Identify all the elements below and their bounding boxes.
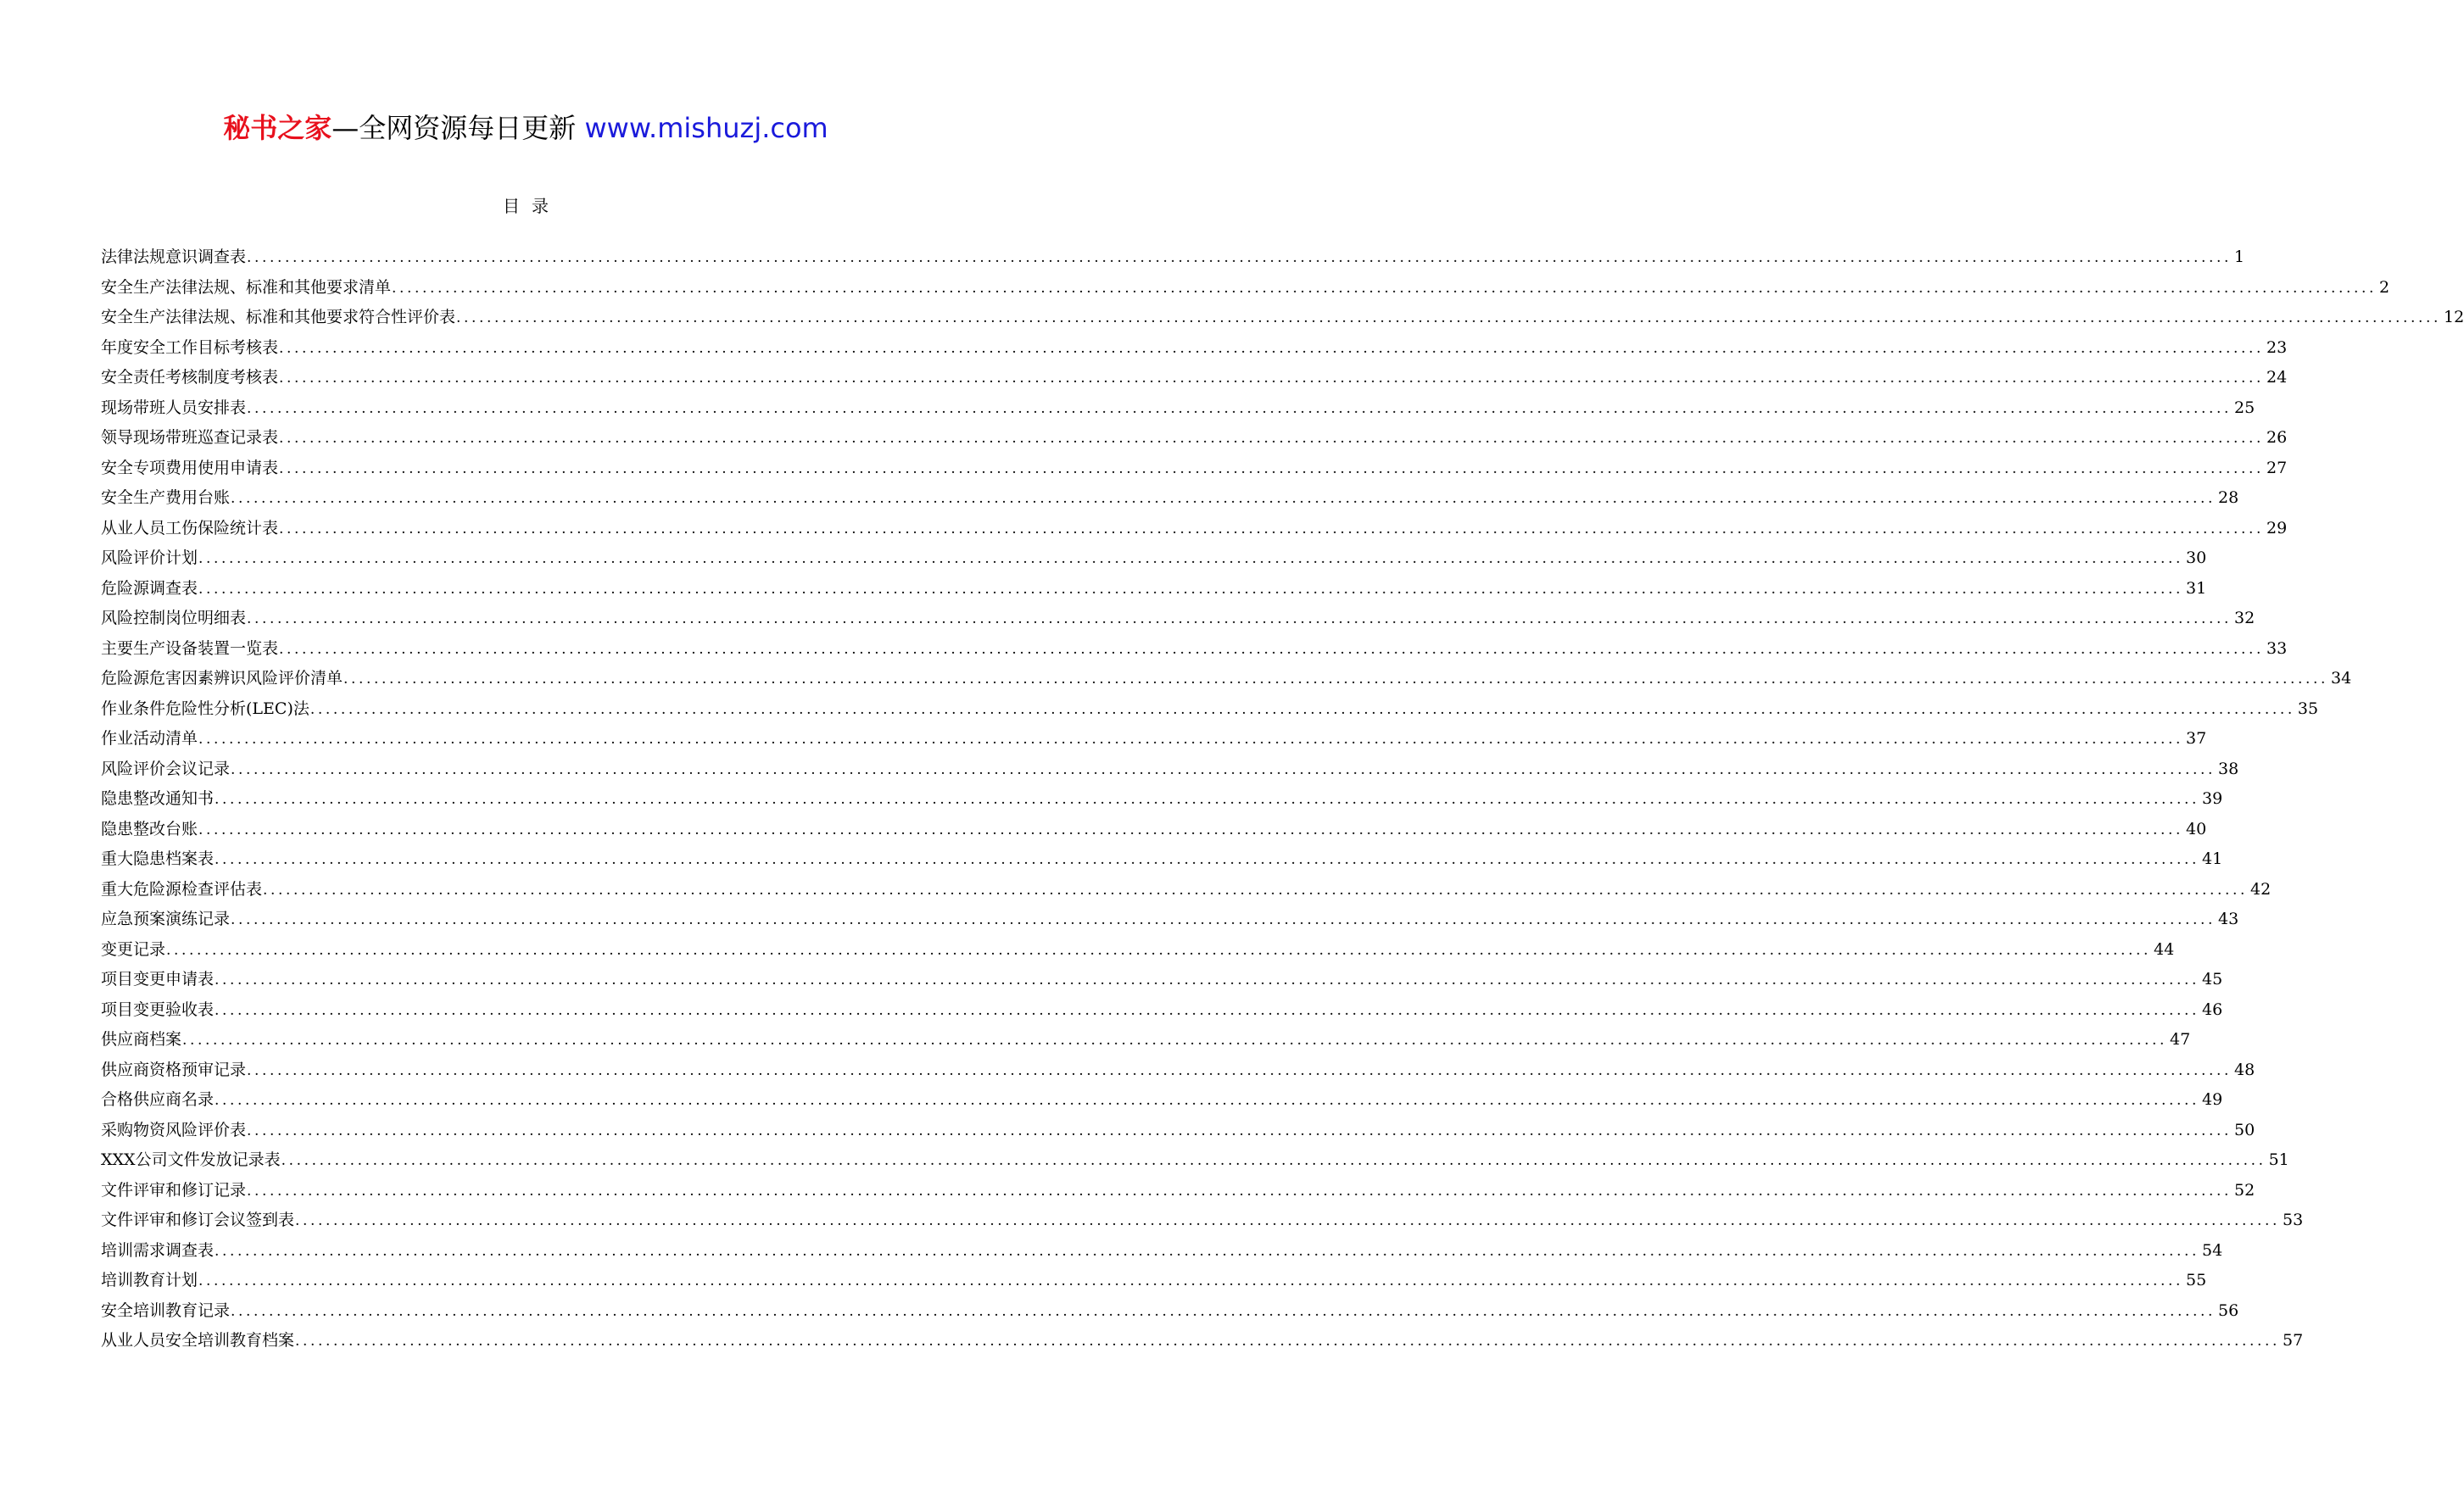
toc-entry[interactable] [101, 1266, 2207, 1296]
toc-entry-page-number: 26 [2266, 428, 2288, 447]
toc-entry[interactable] [101, 694, 2319, 725]
toc-entry-page-number: 55 [2186, 1271, 2207, 1289]
toc-entry-page-number: 44 [2154, 939, 2175, 959]
toc-entry-page-number: 25 [2234, 398, 2255, 417]
toc-entry[interactable] [101, 423, 2288, 454]
toc-leader-dots: .................................................................................................................................................................................................................................................................... [247, 249, 2233, 266]
toc-leader-dots: .................................................................................................................................................................................................................................................................... [281, 1152, 2266, 1169]
toc-entry-label: 采购物资风险评价表 [101, 1120, 247, 1139]
toc-entry[interactable] [101, 664, 2352, 694]
toc-leader-dots: .................................................................................................................................................................................................................................................................... [198, 821, 2184, 838]
toc-leader-dots: .................................................................................................................................................................................................................................................................... [279, 459, 2265, 477]
toc-entry-page-number: 34 [2331, 669, 2352, 688]
toc-entry[interactable] [101, 1116, 2255, 1146]
toc-entry[interactable] [101, 1206, 2304, 1236]
toc-entry-page-number: 43 [2218, 910, 2239, 928]
toc-entry-page-number: 53 [2283, 1211, 2304, 1229]
toc-entry-page-number: 41 [2202, 849, 2223, 868]
toc-entry-label: 供应商档案 [101, 1030, 182, 1049]
toc-entry-label: 重大危险源检查评估表 [101, 879, 263, 899]
toc-entry[interactable] [101, 1085, 2223, 1116]
toc-entry-page-number: 31 [2186, 578, 2207, 598]
toc-entry[interactable] [101, 1145, 2289, 1176]
toc-entry[interactable] [101, 935, 2175, 966]
toc-entry[interactable] [101, 543, 2207, 574]
toc-entry-label: 现场带班人员安排表 [101, 398, 247, 417]
toc-leader-dots: .................................................................................................................................................................................................................................................................... [215, 1001, 2200, 1019]
toc-entry[interactable] [101, 393, 2255, 424]
toc-entry-label: 法律法规意识调查表 [101, 248, 247, 266]
toc-entry-page-number: 54 [2202, 1240, 2223, 1260]
toc-entry-page-number: 37 [2186, 729, 2207, 748]
toc-entry[interactable] [101, 1236, 2223, 1267]
toc-entry[interactable] [101, 815, 2207, 845]
toc-entry-label: 风险控制岗位明细表 [101, 609, 247, 627]
toc-entry-label: 安全专项费用使用申请表 [101, 458, 279, 477]
toc-entry-page-number: 1 [2234, 248, 2245, 266]
toc-leader-dots: .................................................................................................................................................................................................................................................................... [279, 430, 2265, 447]
toc-entry[interactable] [101, 965, 2223, 995]
toc-entry-page-number: 32 [2234, 609, 2255, 627]
toc-entry-page-number: 49 [2202, 1090, 2223, 1109]
toc-leader-dots: .................................................................................................................................................................................................................................................................... [295, 1333, 2281, 1350]
toc-entry-page-number: 57 [2283, 1331, 2304, 1350]
toc-leader-dots: .................................................................................................................................................................................................................................................................... [231, 760, 2216, 778]
toc-entry[interactable] [101, 634, 2288, 665]
toc-entry-page-number: 56 [2218, 1300, 2239, 1320]
toc-entry-page-number: 48 [2234, 1060, 2255, 1079]
toc-entry-page-number: 29 [2266, 518, 2288, 537]
site-banner [0, 109, 1051, 148]
toc-entry-label: 安全责任考核制度考核表 [101, 368, 279, 387]
toc-leader-dots: .................................................................................................................................................................................................................................................................... [279, 370, 2265, 387]
toc-title: 目录 [503, 196, 560, 216]
table-of-contents [101, 242, 2464, 1356]
toc-entry[interactable] [101, 995, 2223, 1026]
toc-entry-label: 安全培训教育记录 [101, 1300, 231, 1320]
toc-leader-dots: .................................................................................................................................................................................................................................................................... [279, 520, 2265, 537]
toc-entry-label: XXX公司文件发放记录表 [101, 1150, 281, 1169]
toc-leader-dots: .................................................................................................................................................................................................................................................................... [247, 399, 2233, 417]
toc-leader-dots: .................................................................................................................................................................................................................................................................... [166, 941, 2152, 959]
toc-entry-page-number: 45 [2202, 970, 2223, 989]
toc-entry-label: 作业活动清单 [101, 729, 198, 748]
toc-entry-label: 年度安全工作目标考核表 [101, 337, 279, 357]
toc-entry-label: 项目变更申请表 [101, 970, 215, 989]
toc-entry-page-number: 12 [2444, 308, 2464, 326]
toc-entry-label: 隐患整改通知书 [101, 789, 215, 808]
toc-entry[interactable] [101, 242, 2245, 273]
toc-entry[interactable] [101, 363, 2288, 393]
toc-entry[interactable] [101, 905, 2239, 935]
banner-brand: 秘书之家 [223, 112, 332, 144]
banner-slogan: —全网资源每日更新 [332, 112, 577, 144]
toc-entry-page-number: 40 [2186, 819, 2207, 838]
toc-leader-dots: .................................................................................................................................................................................................................................................................... [215, 972, 2200, 989]
toc-entry[interactable] [101, 333, 2288, 364]
toc-entry-label: 变更记录 [101, 939, 166, 959]
toc-entry[interactable] [101, 483, 2239, 514]
toc-leader-dots: .................................................................................................................................................................................................................................................................... [215, 1242, 2200, 1260]
toc-entry[interactable] [101, 273, 2390, 304]
toc-leader-dots: .................................................................................................................................................................................................................................................................... [231, 1302, 2216, 1320]
toc-entry-label: 重大隐患档案表 [101, 849, 215, 868]
toc-leader-dots: .................................................................................................................................................................................................................................................................... [263, 881, 2249, 899]
toc-entry-label: 供应商资格预审记录 [101, 1060, 247, 1079]
toc-leader-dots: .................................................................................................................................................................................................................................................................... [198, 1273, 2184, 1289]
toc-entry[interactable] [101, 574, 2207, 604]
toc-leader-dots: .................................................................................................................................................................................................................................................................... [231, 911, 2216, 928]
toc-leader-dots: .................................................................................................................................................................................................................................................................... [247, 1061, 2233, 1079]
toc-leader-dots: .................................................................................................................................................................................................................................................................... [198, 550, 2184, 567]
toc-entry-label: 危险源调查表 [101, 578, 198, 598]
toc-entry[interactable] [101, 1326, 2304, 1356]
toc-entry-page-number: 23 [2266, 337, 2288, 357]
toc-leader-dots: .................................................................................................................................................................................................................................................................... [279, 640, 2265, 658]
toc-entry-page-number: 51 [2268, 1150, 2289, 1169]
toc-entry[interactable] [101, 875, 2272, 905]
toc-leader-dots: .................................................................................................................................................................................................................................................................... [392, 279, 2378, 297]
toc-entry-page-number: 28 [2218, 488, 2239, 507]
toc-entry[interactable] [101, 1176, 2255, 1206]
toc-leader-dots: .................................................................................................................................................................................................................................................................... [215, 1092, 2200, 1109]
toc-entry-label: 风险评价会议记录 [101, 759, 231, 778]
toc-leader-dots: .................................................................................................................................................................................................................................................................... [456, 309, 2442, 326]
toc-entry[interactable] [101, 844, 2223, 875]
toc-entry-page-number: 38 [2218, 759, 2239, 778]
toc-entry-label: 作业条件危险性分析(LEC)法 [101, 699, 309, 718]
toc-entry[interactable] [101, 514, 2288, 544]
toc-entry-page-number: 50 [2234, 1120, 2255, 1139]
toc-entry-label: 培训需求调查表 [101, 1240, 215, 1260]
toc-entry-page-number: 42 [2250, 879, 2272, 899]
toc-entry[interactable] [101, 1025, 2191, 1055]
toc-entry-label: 安全生产法律法规、标准和其他要求清单 [101, 277, 392, 297]
toc-leader-dots: .................................................................................................................................................................................................................................................................... [343, 671, 2329, 688]
toc-entry-page-number: 35 [2297, 699, 2319, 718]
toc-entry-label: 安全生产费用台账 [101, 488, 231, 507]
toc-leader-dots: .................................................................................................................................................................................................................................................................... [215, 851, 2200, 868]
toc-entry-page-number: 27 [2266, 458, 2288, 477]
toc-entry[interactable] [101, 604, 2255, 634]
toc-entry[interactable] [101, 724, 2207, 755]
toc-entry-label: 风险评价计划 [101, 549, 198, 567]
toc-entry-label: 隐患整改台账 [101, 819, 198, 838]
toc-entry-label: 领导现场带班巡查记录表 [101, 428, 279, 447]
banner-url-link[interactable]: www.mishuzj.com [584, 112, 828, 144]
toc-entry-label: 危险源危害因素辨识风险评价清单 [101, 669, 343, 688]
toc-leader-dots: .................................................................................................................................................................................................................................................................... [295, 1212, 2281, 1229]
toc-leader-dots: .................................................................................................................................................................................................................................................................... [198, 731, 2184, 748]
toc-entry-label: 培训教育计划 [101, 1271, 198, 1289]
toc-entry-label: 项目变更验收表 [101, 1000, 215, 1019]
toc-entry-page-number: 33 [2266, 638, 2288, 658]
toc-entry-label: 从业人员安全培训教育档案 [101, 1331, 295, 1350]
toc-entry-label: 合格供应商名录 [101, 1090, 215, 1109]
toc-entry-page-number: 52 [2234, 1180, 2255, 1200]
toc-entry-page-number: 39 [2202, 789, 2223, 808]
toc-leader-dots: .................................................................................................................................................................................................................................................................... [309, 700, 2295, 718]
toc-entry[interactable] [101, 755, 2239, 785]
toc-entry[interactable] [101, 1296, 2239, 1327]
toc-entry[interactable] [101, 303, 2464, 333]
toc-entry-label: 文件评审和修订会议签到表 [101, 1211, 295, 1229]
toc-entry-page-number: 47 [2170, 1030, 2191, 1049]
toc-leader-dots: .................................................................................................................................................................................................................................................................... [215, 791, 2200, 808]
toc-entry[interactable] [101, 784, 2223, 815]
toc-entry-label: 从业人员工伤保险统计表 [101, 518, 279, 537]
toc-leader-dots: .................................................................................................................................................................................................................................................................... [231, 490, 2216, 507]
toc-entry-label: 主要生产设备装置一览表 [101, 638, 279, 658]
toc-entry-label: 安全生产法律法规、标准和其他要求符合性评价表 [101, 308, 456, 326]
toc-leader-dots: .................................................................................................................................................................................................................................................................... [247, 1182, 2233, 1200]
toc-entry[interactable] [101, 1055, 2255, 1086]
toc-leader-dots: .................................................................................................................................................................................................................................................................... [247, 610, 2233, 627]
toc-entry-page-number: 2 [2379, 277, 2390, 297]
toc-leader-dots: .................................................................................................................................................................................................................................................................... [279, 339, 2265, 357]
toc-leader-dots: .................................................................................................................................................................................................................................................................... [198, 580, 2184, 598]
toc-entry-label: 应急预案演练记录 [101, 910, 231, 928]
toc-leader-dots: .................................................................................................................................................................................................................................................................... [247, 1122, 2233, 1139]
toc-entry-label: 文件评审和修订记录 [101, 1180, 247, 1200]
toc-leader-dots: .................................................................................................................................................................................................................................................................... [182, 1032, 2168, 1049]
toc-entry-page-number: 30 [2186, 549, 2207, 567]
toc-entry[interactable] [101, 454, 2288, 484]
toc-entry-page-number: 46 [2202, 1000, 2223, 1019]
toc-entry-page-number: 24 [2266, 368, 2288, 387]
